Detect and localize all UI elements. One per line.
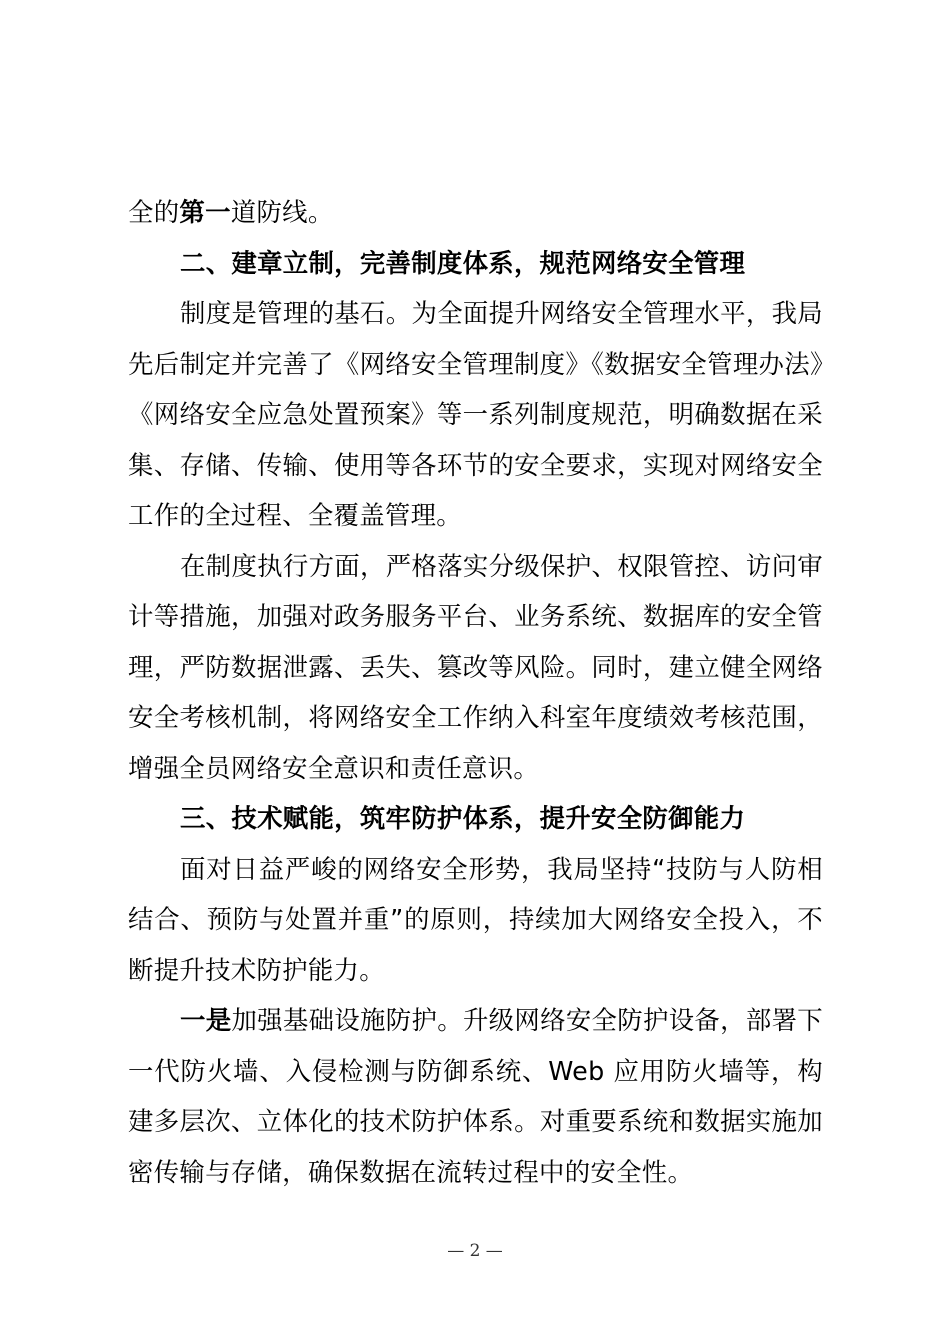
paragraph-continuation (128, 187, 823, 238)
paragraph-tech-situation: 面对日益严峻的网络安全形势，我局坚持“技防与人防相结合、预防与处置并重”的原则，持续加大网络安全投入，不断提升技术防护能力。 (128, 853, 823, 985)
first-line-bold: 第一 (179, 197, 231, 227)
paragraph-infrastructure-text: 加强基础设施防护。升级网络安全防护设备，部署下一代防火墙、入侵检测与防御系统、Web 应用防火墙等，构建多层次、立体化的技术防护体系。对重要系统和数据实施加密传输与存储，确保数据在流转过程中的安全性。 (128, 1005, 823, 1187)
section-heading-2: 二、建章立制，完善制度体系，规范网络安全管理 (180, 247, 746, 278)
section-heading-3: 三、技术赋能，筑牢防护体系，提升安全防御能力 (180, 803, 746, 833)
paragraph-institution-execution: 在制度执行方面，严格落实分级保护、权限管控、访问审计等措施，加强对政务服务平台、业务系统、数据库的安全管理，严防数据泄露、丢失、篡改等风险。同时，建立健全网络安全考核机制，将网络安全工作纳入科室年度绩效考核范围，增强全员网络安全意识和责任意识。 (128, 550, 823, 783)
first-line-prefix: 全的 (128, 197, 180, 227)
paragraph-infrastructure-protection (128, 995, 823, 1197)
page-number: — 2 — (447, 1241, 503, 1261)
document-body (128, 187, 823, 1197)
first-line-suffix: 道防线。 (230, 197, 334, 227)
lead-bold-label: 一是 (180, 1005, 232, 1035)
paragraph-institution-basis: 制度是管理的基石。为全面提升网络安全管理水平，我局先后制定并完善了《网络安全管理制度》《数据安全管理办法》《网络安全应急处置预案》等一系列制度规范，明确数据在采集、存储、传输、使用等各环节的安全要求，实现对网络安全工作的全过程、全覆盖管理。 (128, 298, 823, 530)
